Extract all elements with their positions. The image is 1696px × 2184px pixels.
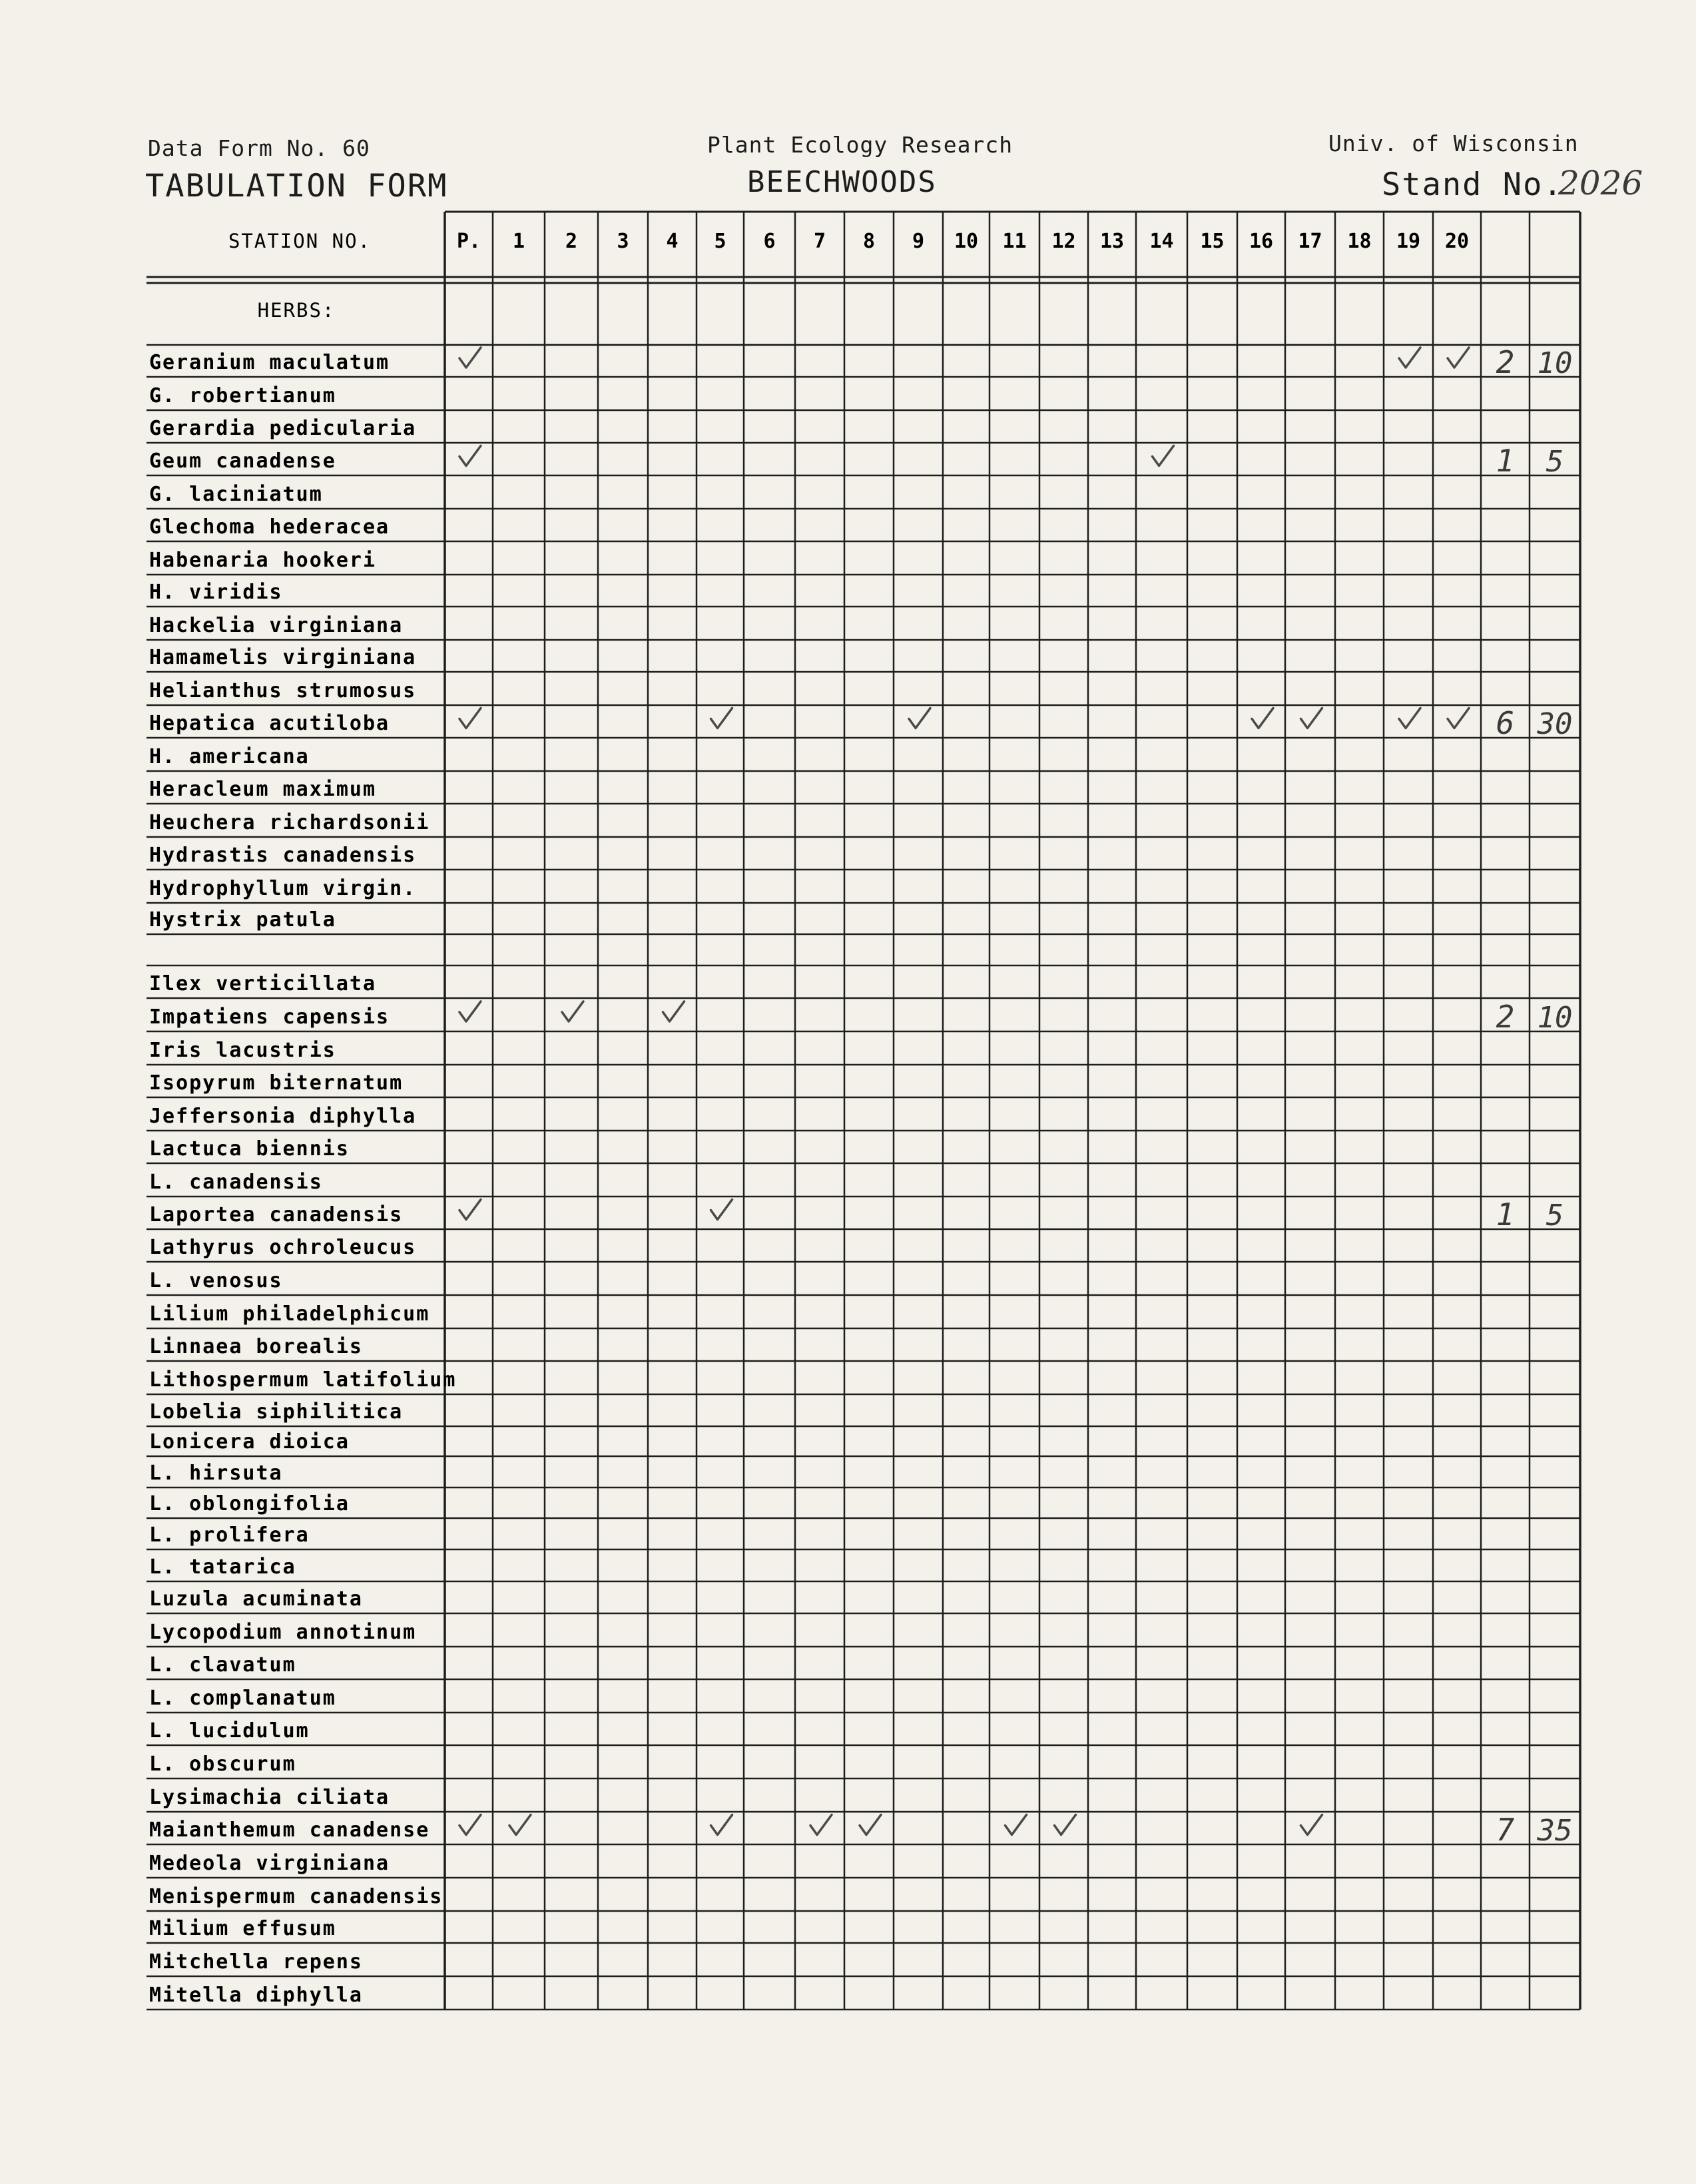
check-mark (509, 1815, 531, 1835)
species-name: Hackelia virginiana (149, 614, 404, 637)
species-name: Jeffersonia diphylla (149, 1105, 417, 1128)
station-column-header: 16 (1249, 230, 1274, 253)
station-column-header: 1 (512, 230, 525, 253)
species-name: Hystrix patula (149, 908, 336, 932)
species-name: L. oblongifolia (149, 1492, 350, 1515)
species-name: Ilex verticillata (149, 972, 377, 995)
species-name: H. americana (149, 745, 310, 768)
check-mark (1005, 1815, 1027, 1835)
check-mark (562, 1001, 583, 1021)
check-mark (711, 1815, 732, 1835)
species-name: Hepatica acutiloba (149, 712, 390, 735)
station-column-header: 12 (1051, 230, 1076, 253)
species-name: L. obscurum (149, 1753, 296, 1776)
species-name: Medeola virginiana (149, 1852, 390, 1875)
check-mark (711, 708, 732, 728)
station-column-header: 15 (1200, 230, 1225, 253)
species-name: Mitchella repens (149, 1950, 363, 1974)
stand-number-label: Stand No. (1382, 166, 1563, 203)
section-label-herbs: HERBS: (257, 299, 336, 322)
total-value: 30 (1537, 707, 1573, 741)
frequency-value: 7 (1496, 1812, 1515, 1848)
organization-name: Plant Ecology Research (707, 132, 1013, 158)
species-name: L. tatarica (149, 1555, 296, 1579)
species-name: Glechoma hederacea (149, 515, 390, 539)
species-name: L. clavatum (149, 1653, 296, 1677)
species-name: L. lucidulum (149, 1719, 310, 1743)
species-name: Linnaea borealis (149, 1335, 363, 1358)
species-name: Milium effusum (149, 1917, 336, 1940)
species-name: Lonicera dioica (149, 1430, 350, 1454)
check-mark (459, 1200, 481, 1220)
species-name: Lithospermum latifolium (149, 1368, 457, 1392)
check-mark (860, 1815, 881, 1835)
species-name: Habenaria hookeri (149, 549, 377, 572)
check-mark (459, 348, 481, 368)
check-mark (1448, 348, 1469, 368)
species-name: Menispermum canadensis (149, 1885, 443, 1908)
check-mark (459, 708, 481, 728)
station-column-header: 17 (1298, 230, 1322, 253)
check-mark (1055, 1815, 1076, 1835)
check-mark (810, 1815, 832, 1835)
station-column-header: 11 (1002, 230, 1027, 253)
check-mark (459, 1815, 481, 1835)
species-name: L. complanatum (149, 1687, 336, 1710)
frequency-value: 6 (1496, 705, 1515, 741)
total-value: 5 (1546, 445, 1564, 479)
species-name: Isopyrum biternatum (149, 1071, 404, 1095)
species-name: Heuchera richardsonii (149, 811, 430, 834)
species-name: Lobelia siphilitica (149, 1400, 404, 1424)
check-mark (1399, 708, 1420, 728)
check-mark (1448, 708, 1469, 728)
station-column-header: 14 (1149, 230, 1174, 253)
check-mark (1153, 446, 1174, 466)
species-name: Mitella diphylla (149, 1984, 363, 2007)
total-value: 5 (1546, 1199, 1564, 1232)
species-name: L. venosus (149, 1269, 283, 1292)
total-value: 10 (1537, 1001, 1573, 1035)
species-name: L. canadensis (149, 1171, 323, 1194)
species-name: Lysimachia ciliata (149, 1786, 390, 1809)
species-name: Iris lacustris (149, 1039, 336, 1062)
species-name: Lycopodium annotinum (149, 1621, 417, 1644)
check-mark (459, 1001, 481, 1021)
species-name: Helianthus strumosus (149, 679, 417, 702)
station-column-header: 9 (912, 230, 925, 253)
station-column-header: 6 (763, 230, 776, 253)
station-column-header: 7 (813, 230, 826, 253)
check-mark (1301, 708, 1322, 728)
species-name: Geranium maculatum (149, 351, 390, 374)
check-mark (663, 1001, 685, 1021)
species-name: Gerardia pedicularia (149, 417, 417, 440)
stand-number-value: 2026 (1558, 164, 1643, 202)
check-mark (1301, 1815, 1322, 1835)
frequency-value: 1 (1496, 1197, 1515, 1232)
site-name: BEECHWOODS (747, 165, 937, 199)
check-mark (711, 1200, 732, 1220)
total-value: 35 (1537, 1814, 1573, 1848)
station-column-header: 2 (565, 230, 578, 253)
species-name: G. laciniatum (149, 483, 323, 506)
species-name: L. hirsuta (149, 1462, 283, 1485)
station-column-header: 18 (1347, 230, 1372, 253)
station-column-header: 5 (714, 230, 726, 253)
species-name: Heracleum maximum (149, 778, 377, 801)
check-mark (459, 446, 481, 466)
station-column-header: 4 (666, 230, 679, 253)
species-name: Lilium philadelphicum (149, 1302, 430, 1326)
station-column-header: 19 (1396, 230, 1421, 253)
form-title: TABULATION FORM (145, 168, 448, 204)
station-column-header: 10 (954, 230, 979, 253)
species-name: Impatiens capensis (149, 1005, 390, 1029)
station-column-header: P. (456, 230, 481, 253)
species-name: Laportea canadensis (149, 1203, 404, 1227)
species-name: Hydrastis canadensis (149, 844, 417, 867)
total-value: 10 (1537, 346, 1573, 380)
station-column-header: 20 (1444, 230, 1470, 253)
frequency-value: 2 (1496, 344, 1515, 380)
station-number-label: STATION NO. (228, 230, 372, 252)
station-column-header: 3 (617, 230, 629, 253)
species-name: Luzula acuminata (149, 1587, 363, 1611)
species-name: Hydrophyllum virgin. (149, 877, 417, 900)
check-mark (909, 708, 930, 728)
check-mark (1252, 708, 1273, 728)
check-mark (1399, 348, 1420, 368)
species-name: L. prolifera (149, 1523, 310, 1547)
form-number: Data Form No. 60 (148, 135, 370, 161)
station-column-header: 13 (1099, 230, 1125, 253)
species-name: G. robertianum (149, 384, 336, 408)
frequency-value: 1 (1496, 443, 1515, 479)
species-name: Maianthemum canadense (149, 1818, 430, 1842)
species-name: Geum canadense (149, 449, 336, 473)
species-name: H. viridis (149, 581, 283, 604)
university-name: Univ. of Wisconsin (1328, 131, 1579, 156)
frequency-value: 2 (1496, 999, 1515, 1035)
species-name: Lathyrus ochroleucus (149, 1236, 417, 1259)
species-name: Lactuca biennis (149, 1137, 350, 1161)
station-column-header: 8 (862, 230, 876, 253)
species-name: Hamamelis virginiana (149, 646, 417, 669)
